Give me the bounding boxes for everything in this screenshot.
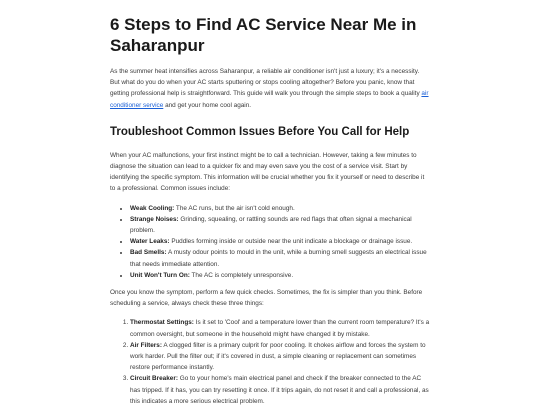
check-text: Is it set to 'Cool' and a temperature lower than the current room temperature? It's a common oversight, but someone in the household might have changed it by mistake. [130,319,430,338]
issue-text: A musty odour points to mould in the unit, while a burning smell suggests an electrical issue that needs immediate attention. [130,249,427,268]
issue-text: The AC runs, but the air isn't cold enough. [174,204,295,212]
issues-list [110,203,430,281]
issue-text: Puddles forming inside or outside near the unit indicate a blockage or drainage issue. [169,238,413,246]
check-text: Go to your home's main electrical panel and check if the breaker connected to the AC has tripped. If it has, you can try resetting it once. If it trips again, do not reset it and call a professional, as this indicates a more serious electrical problem. [130,375,429,405]
issue-term: Bad Smells: [130,249,167,257]
issue-term: Strange Noises: [130,215,179,223]
check-term: Air Filters: [130,341,162,349]
issue-term: Unit Won't Turn On: [130,271,190,279]
issue-text: The AC is completely unresponsive. [189,271,294,279]
list-item [130,214,430,236]
page-title: 6 Steps to Find AC Service Near Me in Saharanpur [110,15,417,55]
issue-term: Water Leaks: [130,238,170,246]
list-item [130,236,430,247]
intro-paragraph [110,66,430,111]
check-term: Thermostat Settings: [130,319,194,327]
list-item [130,340,430,374]
section-heading: Troubleshoot Common Issues Before You Call for Help [110,125,410,138]
checks-intro-paragraph: Once you know the symptom, perform a few quick checks. Sometimes, the fix is simpler than you think. Before scheduling a service, always check these three things: [110,289,423,308]
list-item [130,203,430,214]
list-item [130,317,430,339]
issue-term: Weak Cooling: [130,204,175,212]
check-text: A clogged filter is a primary culprit for poor cooling. It chokes airflow and forces the system to work harder. Pull the filter out; if it's covered in dust, a simple cleaning or replacement can sometimes restore performance instantly. [130,341,426,372]
air-conditioner-service-link[interactable]: air conditioner service [110,90,429,109]
issue-text: Grinding, squealing, or rattling sounds are red flags that often signal a mechanical problem. [130,215,412,235]
article [110,14,430,407]
list-item [130,270,430,281]
list-item [130,247,430,269]
intro-text-before-link: As the summer heat intensifies across Saharanpur, a reliable air conditioner isn't just a luxury; it's a necessity. But what do you do when your AC starts sputtering or stops cooling altogether? Before you panic, know that getting professional help is straightforward. This guide will walk you through the simple steps to book a quality [110,68,422,98]
section-paragraph: When your AC malfunctions, your first instinct might be to call a technician. However, taking a few minutes to diagnose the situation can lead to a quicker fix and may even save you the cost of a service visit. Start by identifying the specific symptom. This information will be crucial whether you fix it yourself or need to describe it to a professional. Common issues include: [110,151,425,193]
check-term: Circuit Breaker: [130,375,178,383]
checks-list [110,317,430,407]
intro-text-after-link: and get your home cool again. [163,101,252,109]
list-item [130,373,430,407]
